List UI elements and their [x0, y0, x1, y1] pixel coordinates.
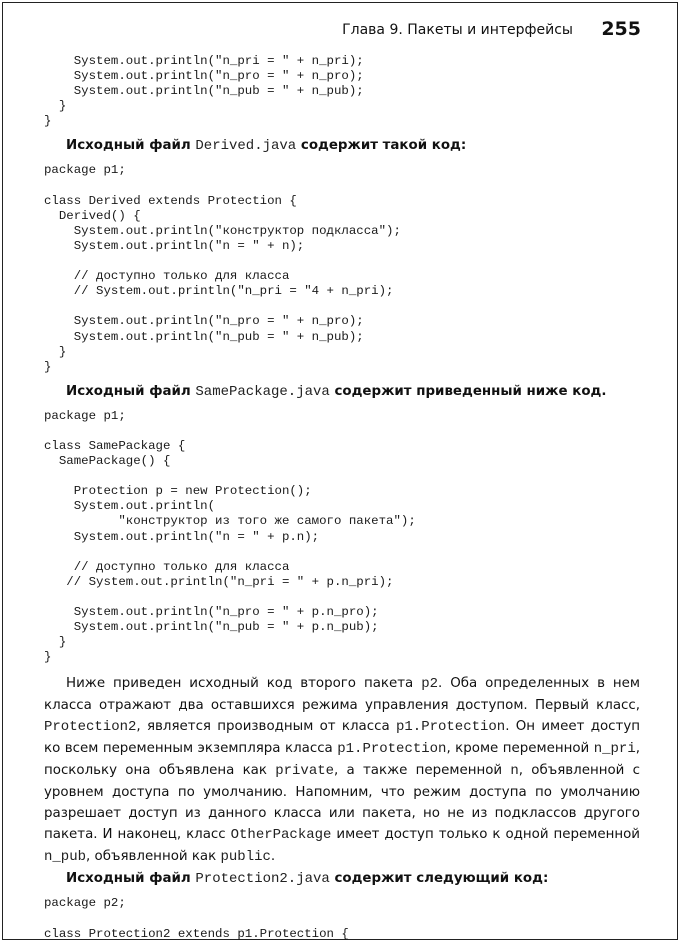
text: , является производным от класса [136, 719, 396, 735]
text: . Оба определенных в нем класса отражают два оставшихся режима управления доступом. Первый класс, [44, 676, 641, 714]
page-header [0, 14, 681, 44]
code-listing-protection2: package p2; class Protection2 extends p1.Protection { [44, 896, 349, 941]
body-paragraph [44, 673, 640, 868]
intro-text: содержит такой код: [296, 138, 467, 154]
intro-text: содержит следующий код: [329, 871, 549, 887]
inline-code: Protection2 [44, 719, 137, 736]
intro-text: Исходный файл [66, 138, 196, 154]
text: имеет доступ только к одной переменной [331, 827, 640, 843]
inline-code: OtherPackage [230, 827, 332, 844]
page-number: 255 [601, 18, 641, 40]
intro-text: Исходный файл [66, 383, 196, 399]
inline-code: p1.Protection [395, 719, 506, 736]
page-content [44, 54, 640, 942]
inline-code: Protection2.java [195, 871, 330, 888]
intro-text: Исходный файл [66, 871, 196, 887]
intro-samepackage [44, 381, 640, 403]
inline-code: Derived.java [195, 138, 297, 155]
code-listing-samepackage: package p1; class SamePackage { SamePackage() { Protection p = new Protection(); System.out.println( "конструктор из того же самого пакета"); System.out.println("n = " + p.n); // доступно только для класса // System.out.println("n_pri = " + p.n_pri); System.out.println("n_pro = " + p.n_pro); System.out.println("n_pub = " + p.n_pub); } } [44, 408, 416, 665]
text: Ниже приведен исходный код второго пакета [66, 676, 422, 692]
inline-code: public [220, 849, 271, 866]
text: . Он имеет доступ ко всем переменным экземпляра класса [44, 719, 641, 757]
text: , объявленной с уровнем доступа по умолчанию. Напомним, что режим доступа по умолчанию разрешает доступ из данного класса или пакета, но не из подклассов другого пакета. И наконец, класс [44, 763, 640, 843]
text: , объявленной как [86, 849, 221, 865]
chapter-title: Глава 9. Пакеты и интерфейсы [342, 22, 573, 38]
text: , поскольку она объявлена как [44, 741, 640, 779]
intro-derived [44, 135, 640, 157]
inline-code: n [510, 763, 519, 780]
inline-code: n_pub [44, 849, 87, 866]
inline-code: n_pri [593, 741, 636, 758]
code-listing-protection-end: System.out.println("n_pri = " + n_pri); System.out.println("n_pro = " + n_pro); System.out.println("n_pub = " + n_pub); } } [44, 54, 364, 129]
text: . [270, 849, 276, 865]
text: , кроме переменной [446, 741, 594, 757]
intro-protection2 [44, 868, 640, 890]
inline-code: SamePackage.java [195, 383, 330, 400]
code-listing-derived: package p1; class Derived extends Protection { Derived() { System.out.println("конструктор подкласса"); System.out.println("n = " + n); // доступно только для класса // System.out.println("n_pri = "4 + n_pri); System.out.println("n_pro = " + n_pro); System.out.println("n_pub = " + n_pub); } } [44, 163, 401, 374]
intro-text: содержит приведенный ниже код. [329, 383, 607, 399]
inline-code: p1.Protection [337, 741, 447, 758]
inline-code: private [275, 763, 335, 780]
inline-code: p2 [421, 676, 438, 693]
text: , а также переменной [334, 763, 511, 779]
